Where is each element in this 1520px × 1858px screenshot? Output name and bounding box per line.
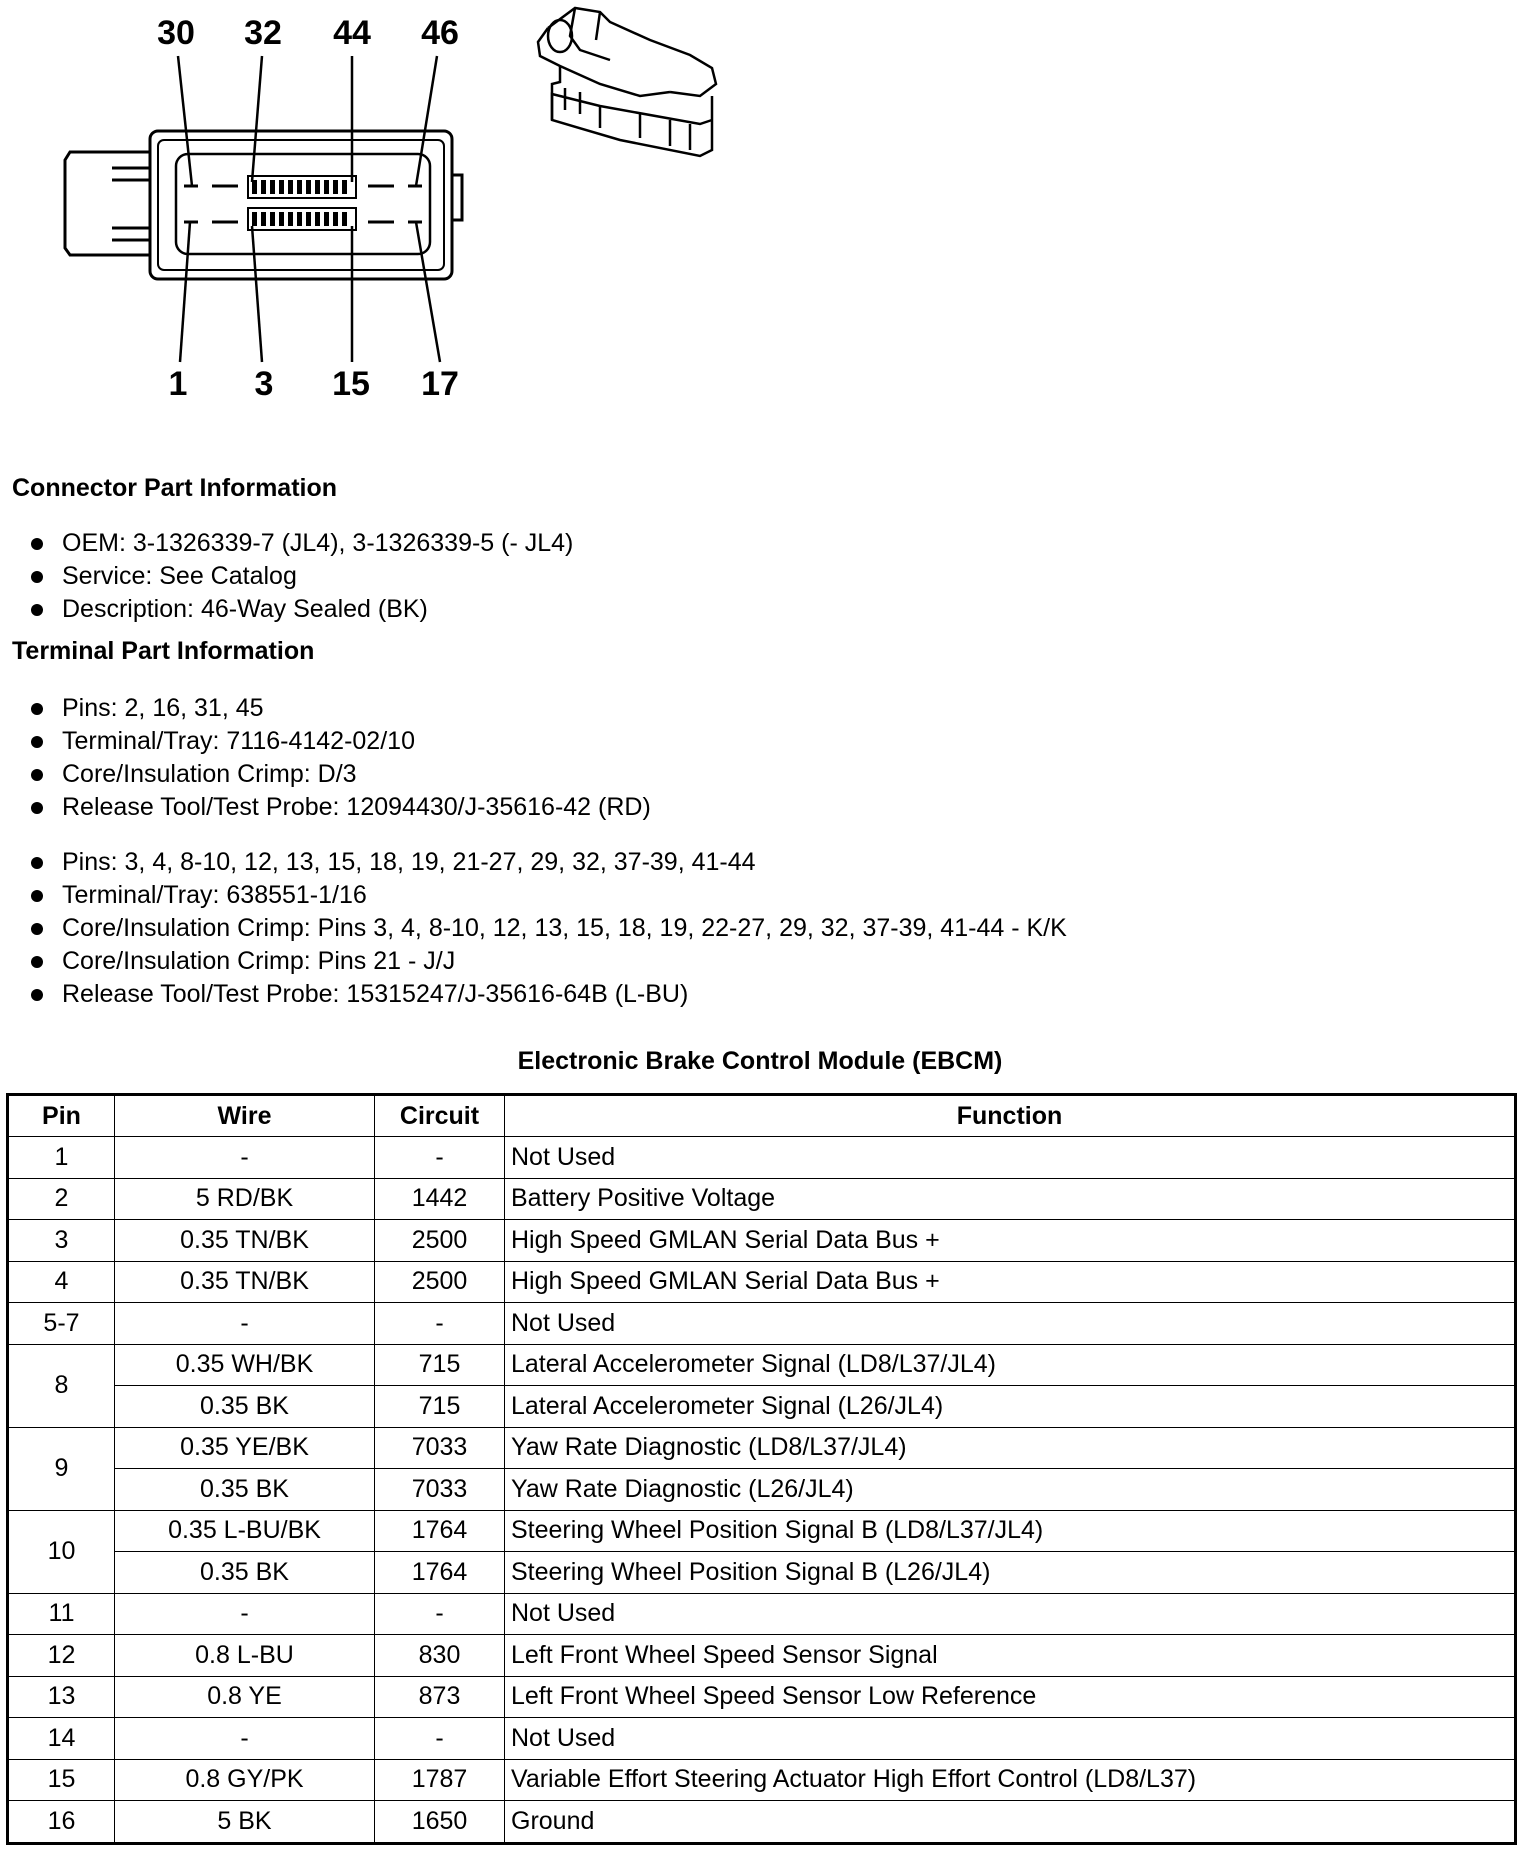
cell-pin: 10	[8, 1510, 115, 1593]
pin-label-1: 1	[168, 365, 188, 403]
cell-function: Variable Effort Steering Actuator High Effort Control (LD8/L37)	[505, 1759, 1516, 1801]
table-row	[8, 1178, 1516, 1220]
cell-circuit: 715	[375, 1386, 505, 1428]
pin-label-15: 15	[332, 365, 370, 403]
list-item: Pins: 2, 16, 31, 45	[28, 692, 651, 725]
table-row	[8, 1801, 1516, 1844]
cell-function: Not Used	[505, 1303, 1516, 1345]
pin-label-46: 46	[421, 14, 459, 52]
pin-label-44: 44	[333, 14, 371, 52]
cell-function: Yaw Rate Diagnostic (L26/JL4)	[505, 1469, 1516, 1511]
cell-pin: 5-7	[8, 1303, 115, 1345]
pin-label-3: 3	[254, 365, 274, 403]
table-row	[8, 1510, 1516, 1552]
cell-pin: 1	[8, 1137, 115, 1179]
table-title: Electronic Brake Control Module (EBCM)	[517, 1047, 1003, 1075]
pin-label-32: 32	[244, 14, 282, 52]
cell-function: Steering Wheel Position Signal B (LD8/L37/JL4)	[505, 1510, 1516, 1552]
list-item: Description: 46-Way Sealed (BK)	[28, 593, 573, 626]
cell-circuit: 1764	[375, 1510, 505, 1552]
table-row	[8, 1303, 1516, 1345]
cell-circuit: -	[375, 1718, 505, 1760]
cell-pin: 8	[8, 1344, 115, 1427]
terminal-part-list-1	[28, 692, 651, 824]
list-item: Release Tool/Test Probe: 12094430/J-35616-42 (RD)	[28, 791, 651, 824]
list-item: Release Tool/Test Probe: 15315247/J-35616-64B (L-BU)	[28, 978, 1067, 1011]
cell-function: Lateral Accelerometer Signal (LD8/L37/JL4)	[505, 1344, 1516, 1386]
cell-circuit: 2500	[375, 1261, 505, 1303]
table-row	[8, 1469, 1516, 1511]
cell-function: Not Used	[505, 1137, 1516, 1179]
cell-function: Not Used	[505, 1593, 1516, 1635]
cell-pin: 4	[8, 1261, 115, 1303]
cell-pin: 15	[8, 1759, 115, 1801]
cell-circuit: 2500	[375, 1220, 505, 1262]
list-item: OEM: 3-1326339-7 (JL4), 3-1326339-5 (- JL4)	[28, 527, 573, 560]
cell-wire: 0.8 L-BU	[115, 1635, 375, 1677]
cell-circuit: 1787	[375, 1759, 505, 1801]
header-circuit: Circuit	[375, 1095, 505, 1137]
cell-pin: 11	[8, 1593, 115, 1635]
table-row	[8, 1593, 1516, 1635]
cell-function: Steering Wheel Position Signal B (L26/JL4)	[505, 1552, 1516, 1594]
table-row	[8, 1344, 1516, 1386]
cell-circuit: 7033	[375, 1469, 505, 1511]
cell-pin: 13	[8, 1676, 115, 1718]
cell-circuit: 830	[375, 1635, 505, 1677]
table-row	[8, 1427, 1516, 1469]
table-row	[8, 1137, 1516, 1179]
cell-wire: 5 RD/BK	[115, 1178, 375, 1220]
cell-wire: 0.35 TN/BK	[115, 1261, 375, 1303]
table-row	[8, 1759, 1516, 1801]
cell-circuit: 715	[375, 1344, 505, 1386]
cell-pin: 2	[8, 1178, 115, 1220]
table-row	[8, 1261, 1516, 1303]
connector-part-list	[28, 527, 573, 626]
cell-wire: 0.35 BK	[115, 1552, 375, 1594]
table-header-row	[8, 1095, 1516, 1137]
table-row	[8, 1386, 1516, 1428]
pin-label-30: 30	[157, 14, 195, 52]
cell-circuit: 873	[375, 1676, 505, 1718]
cell-wire: 0.35 BK	[115, 1469, 375, 1511]
cell-wire: 0.35 WH/BK	[115, 1344, 375, 1386]
cell-pin: 9	[8, 1427, 115, 1510]
cell-wire: -	[115, 1137, 375, 1179]
pin-table	[6, 1093, 1517, 1845]
cell-function: Left Front Wheel Speed Sensor Low Reference	[505, 1676, 1516, 1718]
cell-function: Ground	[505, 1801, 1516, 1844]
connector-part-title: Connector Part Information	[12, 474, 338, 502]
cell-circuit: -	[375, 1303, 505, 1345]
cell-pin: 16	[8, 1801, 115, 1844]
cell-wire: 5 BK	[115, 1801, 375, 1844]
cell-wire: 0.35 L-BU/BK	[115, 1510, 375, 1552]
terminal-part-title: Terminal Part Information	[12, 637, 315, 665]
cell-function: Battery Positive Voltage	[505, 1178, 1516, 1220]
cell-wire: -	[115, 1718, 375, 1760]
cell-function: Not Used	[505, 1718, 1516, 1760]
cell-function: High Speed GMLAN Serial Data Bus +	[505, 1220, 1516, 1262]
cell-circuit: -	[375, 1593, 505, 1635]
table-row	[8, 1635, 1516, 1677]
table-row	[8, 1718, 1516, 1760]
cell-pin: 14	[8, 1718, 115, 1760]
header-function: Function	[505, 1095, 1516, 1137]
cell-wire: 0.35 YE/BK	[115, 1427, 375, 1469]
cell-circuit: 7033	[375, 1427, 505, 1469]
cell-circuit: -	[375, 1137, 505, 1179]
cell-wire: 0.35 BK	[115, 1386, 375, 1428]
connector-drawing	[0, 0, 760, 420]
cell-pin: 12	[8, 1635, 115, 1677]
cell-wire: 0.35 TN/BK	[115, 1220, 375, 1262]
table-row	[8, 1220, 1516, 1262]
list-item: Terminal/Tray: 7116-4142-02/10	[28, 725, 651, 758]
cell-circuit: 1764	[375, 1552, 505, 1594]
list-item: Pins: 3, 4, 8-10, 12, 13, 15, 18, 19, 21-27, 29, 32, 37-39, 41-44	[28, 846, 1067, 879]
list-item: Terminal/Tray: 638551-1/16	[28, 879, 1067, 912]
table-row	[8, 1552, 1516, 1594]
cell-wire: -	[115, 1593, 375, 1635]
table-row	[8, 1676, 1516, 1718]
cell-pin: 3	[8, 1220, 115, 1262]
list-item: Core/Insulation Crimp: Pins 21 - J/J	[28, 945, 1067, 978]
list-item: Core/Insulation Crimp: Pins 3, 4, 8-10, 12, 13, 15, 18, 19, 22-27, 29, 32, 37-39, 41-44 - K/K	[28, 912, 1067, 945]
cell-function: Lateral Accelerometer Signal (L26/JL4)	[505, 1386, 1516, 1428]
terminal-part-list-2	[28, 846, 1067, 1011]
header-wire: Wire	[115, 1095, 375, 1137]
pin-label-17: 17	[421, 365, 459, 403]
cell-function: Yaw Rate Diagnostic (LD8/L37/JL4)	[505, 1427, 1516, 1469]
cell-wire: -	[115, 1303, 375, 1345]
list-item: Core/Insulation Crimp: D/3	[28, 758, 651, 791]
cell-wire: 0.8 YE	[115, 1676, 375, 1718]
header-pin: Pin	[8, 1095, 115, 1137]
cell-function: Left Front Wheel Speed Sensor Signal	[505, 1635, 1516, 1677]
cell-circuit: 1650	[375, 1801, 505, 1844]
cell-function: High Speed GMLAN Serial Data Bus +	[505, 1261, 1516, 1303]
list-item: Service: See Catalog	[28, 560, 573, 593]
connector-diagram	[0, 0, 760, 420]
cell-wire: 0.8 GY/PK	[115, 1759, 375, 1801]
cell-circuit: 1442	[375, 1178, 505, 1220]
